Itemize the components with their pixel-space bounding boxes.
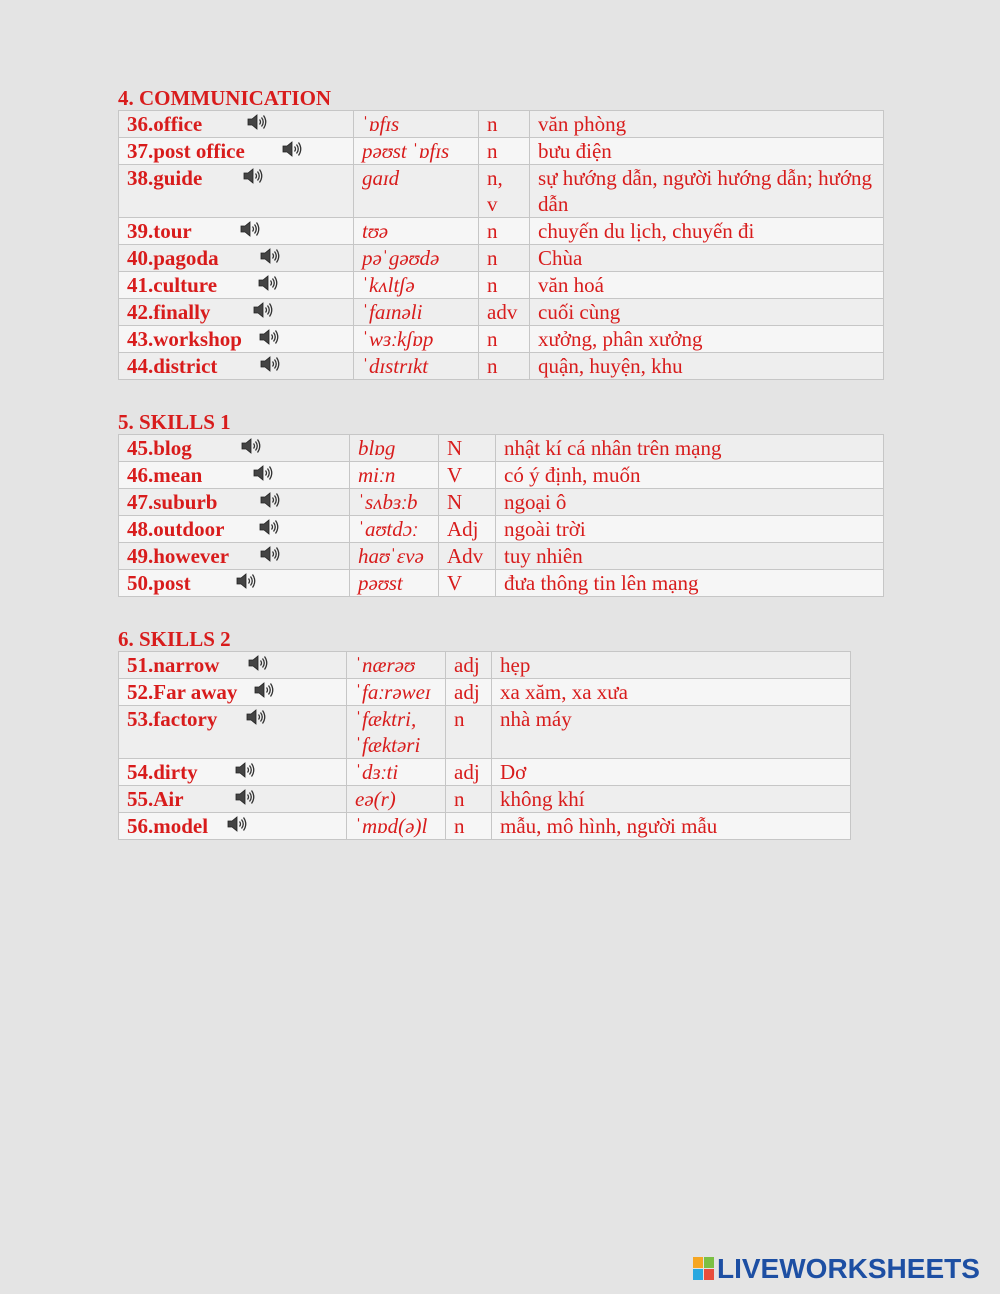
speaker-icon[interactable]	[252, 463, 274, 483]
ipa-cell: pəʊst	[350, 570, 439, 597]
vocab-word: 39.tour	[127, 219, 192, 243]
pos-cell: N	[439, 489, 496, 516]
vocab-word: 47.suburb	[127, 490, 218, 514]
meaning-cell: nhật kí cá nhân trên mạng	[496, 435, 884, 462]
pos-cell: n	[479, 111, 530, 138]
ipa-cell: blɒg	[350, 435, 439, 462]
vocab-word: 52.Far away	[127, 680, 238, 704]
speaker-icon[interactable]	[259, 246, 281, 266]
vocab-word: 53.factory	[127, 707, 218, 731]
section-title: 5. SKILLS 1	[118, 410, 231, 434]
ipa-cell: ˈɒfɪs	[354, 111, 479, 138]
ipa-cell: ˈfaːrəweɪ	[347, 679, 446, 706]
vocab-row	[119, 652, 851, 679]
vocab-word: 50.post	[127, 571, 191, 595]
word-cell	[119, 759, 347, 786]
meaning-cell: chuyến du lịch, chuyến đi	[530, 218, 884, 245]
vocab-row	[119, 759, 851, 786]
speaker-icon[interactable]	[234, 787, 256, 807]
vocab-word: 44.district	[127, 354, 218, 378]
vocab-word: 36.office	[127, 112, 203, 136]
ipa-cell: ˈsʌbɜːb	[350, 489, 439, 516]
vocab-word: 51.narrow	[127, 653, 220, 677]
vocab-row	[119, 543, 884, 570]
pos-cell: Adv	[439, 543, 496, 570]
speaker-icon[interactable]	[247, 653, 269, 673]
word-cell	[119, 462, 350, 489]
meaning-cell: quận, huyện, khu	[530, 353, 884, 380]
word-cell	[119, 706, 347, 759]
vocab-row	[119, 516, 884, 543]
meaning-cell: văn phòng	[530, 111, 884, 138]
meaning-cell: bưu điện	[530, 138, 884, 165]
speaker-icon[interactable]	[253, 680, 275, 700]
meaning-cell: tuy nhiên	[496, 543, 884, 570]
vocab-row	[119, 570, 884, 597]
speaker-icon[interactable]	[281, 139, 303, 159]
vocab-table	[118, 651, 851, 840]
ipa-cell: ˈkʌltʃə	[354, 272, 479, 299]
pos-cell: V	[439, 570, 496, 597]
ipa-cell: ˈaʊtdɔː	[350, 516, 439, 543]
pos-cell: V	[439, 462, 496, 489]
ipa-cell: haʊˈɛvə	[350, 543, 439, 570]
vocab-row	[119, 489, 884, 516]
speaker-icon[interactable]	[235, 571, 257, 591]
pos-cell: n	[479, 272, 530, 299]
vocab-row	[119, 679, 851, 706]
word-cell	[119, 165, 354, 218]
vocab-word: 45.blog	[127, 436, 192, 460]
pos-cell: adj	[446, 652, 492, 679]
vocab-word: 43.workshop	[127, 327, 242, 351]
pos-cell: n	[446, 813, 492, 840]
vocab-row	[119, 245, 884, 272]
liveworksheets-logo[interactable]	[693, 1254, 980, 1284]
speaker-icon[interactable]	[240, 436, 262, 456]
ipa-cell: ˈdɪstrɪkt	[354, 353, 479, 380]
word-cell	[119, 489, 350, 516]
vocab-row	[119, 435, 884, 462]
pos-cell: n	[446, 706, 492, 759]
vocab-row	[119, 786, 851, 813]
word-cell	[119, 543, 350, 570]
speaker-icon[interactable]	[239, 219, 261, 239]
ipa-cell: ˈmɒd(ə)l	[347, 813, 446, 840]
speaker-icon[interactable]	[258, 517, 280, 537]
meaning-cell: văn hoá	[530, 272, 884, 299]
vocab-word: 37.post office	[127, 139, 245, 163]
pos-cell: n	[479, 245, 530, 272]
ipa-cell: eə(r)	[347, 786, 446, 813]
vocab-row	[119, 299, 884, 326]
vocab-word: 40.pagoda	[127, 246, 219, 270]
pos-cell: n	[446, 786, 492, 813]
ipa-cell: gaɪd	[354, 165, 479, 218]
pos-cell: adj	[446, 679, 492, 706]
vocab-row	[119, 111, 884, 138]
speaker-icon[interactable]	[259, 490, 281, 510]
section-skills-1	[118, 410, 884, 597]
vocab-row	[119, 272, 884, 299]
word-cell	[119, 435, 350, 462]
word-cell	[119, 245, 354, 272]
section-skills-2	[118, 627, 851, 840]
meaning-cell: nhà máy	[492, 706, 851, 759]
word-cell	[119, 299, 354, 326]
pos-cell: n	[479, 353, 530, 380]
ipa-cell: ˈdɜːti	[347, 759, 446, 786]
meaning-cell: Dơ	[492, 759, 851, 786]
logo-text: LIVEWORKSHEETS	[717, 1253, 980, 1284]
speaker-icon[interactable]	[246, 112, 268, 132]
vocab-row	[119, 218, 884, 245]
ipa-cell: ˈfaɪnəli	[354, 299, 479, 326]
meaning-cell: sự hướng dẫn, người hướng dẫn; hướng dẫn	[530, 165, 884, 218]
section-communication	[118, 86, 884, 380]
word-cell	[119, 272, 354, 299]
speaker-icon[interactable]	[259, 544, 281, 564]
word-cell	[119, 786, 347, 813]
vocab-word: 49.however	[127, 544, 230, 568]
word-cell	[119, 353, 354, 380]
word-cell	[119, 813, 347, 840]
vocab-row	[119, 353, 884, 380]
meaning-cell: đưa thông tin lên mạng	[496, 570, 884, 597]
section-title: 4. COMMUNICATION	[118, 86, 332, 110]
pos-cell: n, v	[479, 165, 530, 218]
vocab-row	[119, 813, 851, 840]
word-cell	[119, 679, 347, 706]
speaker-icon[interactable]	[245, 707, 267, 727]
word-cell	[119, 326, 354, 353]
meaning-cell: Chùa	[530, 245, 884, 272]
meaning-cell: mẫu, mô hình, người mẫu	[492, 813, 851, 840]
vocab-row	[119, 326, 884, 353]
pos-cell: Adj	[439, 516, 496, 543]
word-cell	[119, 111, 354, 138]
vocab-word: 55.Air	[127, 787, 184, 811]
pos-cell: n	[479, 138, 530, 165]
pos-cell: adj	[446, 759, 492, 786]
meaning-cell: xa xăm, xa xưa	[492, 679, 851, 706]
speaker-icon[interactable]	[259, 354, 281, 374]
pos-cell: N	[439, 435, 496, 462]
meaning-cell: xưởng, phân xưởng	[530, 326, 884, 353]
section-title: 6. SKILLS 2	[118, 627, 231, 651]
vocab-table	[118, 434, 884, 597]
vocab-word: 41.culture	[127, 273, 218, 297]
speaker-icon[interactable]	[226, 814, 248, 834]
word-cell	[119, 570, 350, 597]
ipa-cell: miːn	[350, 462, 439, 489]
pos-cell: n	[479, 218, 530, 245]
word-cell	[119, 218, 354, 245]
ipa-cell: ˈnærəʊ	[347, 652, 446, 679]
word-cell	[119, 516, 350, 543]
vocab-word: 54.dirty	[127, 760, 198, 784]
vocab-row	[119, 706, 851, 759]
meaning-cell: cuối cùng	[530, 299, 884, 326]
vocab-row	[119, 138, 884, 165]
pos-cell: n	[479, 326, 530, 353]
ipa-cell: pəʊst ˈɒfɪs	[354, 138, 479, 165]
vocab-word: 56.model	[127, 814, 209, 838]
vocab-row	[119, 165, 884, 218]
speaker-icon[interactable]	[234, 760, 256, 780]
ipa-cell: ˈwɜːkʃɒp	[354, 326, 479, 353]
word-cell	[119, 652, 347, 679]
logo-badge-icon	[693, 1257, 715, 1281]
speaker-icon[interactable]	[257, 273, 279, 293]
pos-cell: adv	[479, 299, 530, 326]
word-cell	[119, 138, 354, 165]
meaning-cell: ngoài trời	[496, 516, 884, 543]
speaker-icon[interactable]	[242, 166, 264, 186]
meaning-cell: ngoại ô	[496, 489, 884, 516]
speaker-icon[interactable]	[258, 327, 280, 347]
vocab-row	[119, 462, 884, 489]
meaning-cell: hẹp	[492, 652, 851, 679]
meaning-cell: có ý định, muốn	[496, 462, 884, 489]
ipa-cell: tʊə	[354, 218, 479, 245]
vocab-table	[118, 110, 884, 380]
vocab-word: 42.finally	[127, 300, 211, 324]
speaker-icon[interactable]	[252, 300, 274, 320]
ipa-cell: pəˈgəʊdə	[354, 245, 479, 272]
meaning-cell: không khí	[492, 786, 851, 813]
vocab-word: 46.mean	[127, 463, 203, 487]
vocab-word: 38.guide	[127, 166, 203, 190]
ipa-cell: ˈfæktri, ˈfæktəri	[347, 706, 446, 759]
vocab-word: 48.outdoor	[127, 517, 225, 541]
